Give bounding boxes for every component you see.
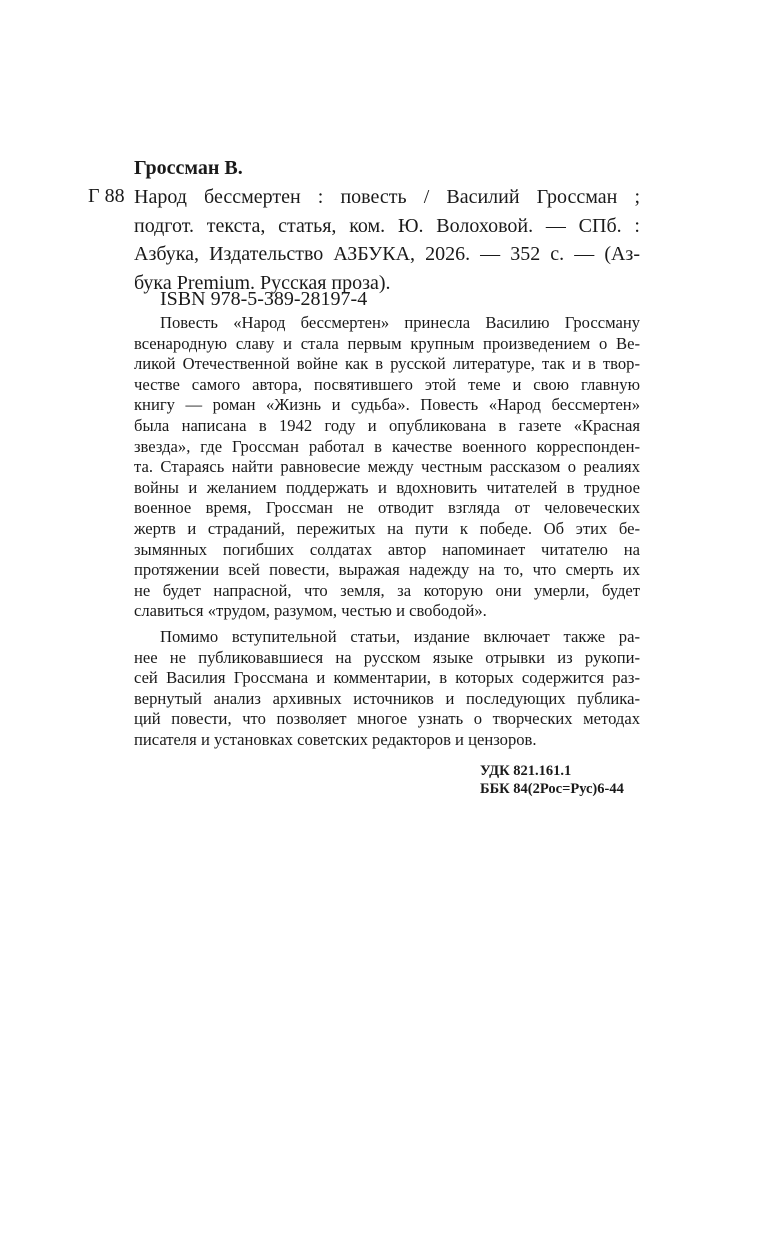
annotation	[134, 313, 640, 750]
annotation-line: войны и желанием поддержать и вдохновить читателей в трудное	[134, 477, 640, 497]
annotation-line: жертв и страданий, пережитых на пути к победе. Об этих бе-	[134, 518, 640, 538]
annotation-line: ций повести, что позволяет многое узнать о творческих методах	[134, 709, 640, 729]
annotation-line: звезда», где Гроссман работал в качестве военного корреспонден-	[134, 436, 640, 456]
annotation-line: писателя и установках советских редакторов и цензоров.	[134, 729, 537, 749]
bib-line: Азбука, Издательство АЗБУКА, 2026. — 352 с. — (Аз-	[134, 243, 640, 265]
annotation-line: нее не публиковавшиеся на русском языке отрывки из рукопи-	[134, 647, 640, 667]
annotation-line: славиться «трудом, разумом, честью и свободой».	[134, 601, 487, 621]
bib-line: Народ бессмертен : повесть / Василий Гроссман ;	[134, 186, 640, 208]
annotation-line: сей Василия Гроссмана и комментарии, в которых содержится раз-	[134, 668, 640, 688]
classification-codes	[480, 762, 624, 798]
annotation-line: книгу — роман «Жизнь и судьба». Повесть «Народ бессмертен»	[134, 395, 640, 415]
annotation-line: ликой Отечественной войне как в русской литературе, так и в твор-	[134, 354, 640, 374]
udk-code: УДК 821.161.1	[480, 763, 572, 779]
shelf-code: Г 88	[88, 185, 125, 207]
isbn: ISBN 978-5-389-28197-4	[160, 288, 368, 310]
bibliographic-description	[134, 183, 640, 297]
annotation-line: не будет напрасной, что земля, за которую они умерли, будет	[134, 580, 640, 600]
annotation-line: всенародную славу и стала первым крупным произведением о Ве-	[134, 333, 640, 353]
annotation-line: вернутый анализ архивных источников и последующих публика-	[134, 688, 640, 708]
annotation-line: Помимо вступительной статьи, издание включает также ра-	[160, 626, 640, 646]
annotation-line: была написана в 1942 году и опубликована в газете «Красная	[134, 415, 640, 435]
annotation-line: Повесть «Народ бессмертен» принесла Василию Гроссману	[160, 313, 640, 332]
bib-line: подгот. текста, статья, ком. Ю. Волоховой. — СПб. :	[134, 214, 640, 237]
author-heading: Гроссман В.	[134, 157, 243, 179]
annotation-line: зымянных погибших солдатах автор напоминает читателю на	[134, 539, 640, 559]
annotation-line: та. Стараясь найти равновесие между честным рассказом о реалиях	[134, 457, 640, 477]
annotation-line: протяжении всей повести, выражая надежду на то, что смерть их	[134, 560, 640, 580]
annotation-line: честве самого автора, посвятившего этой теме и свою главную	[134, 374, 640, 394]
annotation-line: военное время, Гроссман не отводит взгляда от человеческих	[134, 498, 640, 518]
bib-line: бука Premium. Русская проза).	[134, 271, 391, 294]
bbk-code: ББК 84(2Рос=Рус)6-44	[480, 781, 624, 797]
